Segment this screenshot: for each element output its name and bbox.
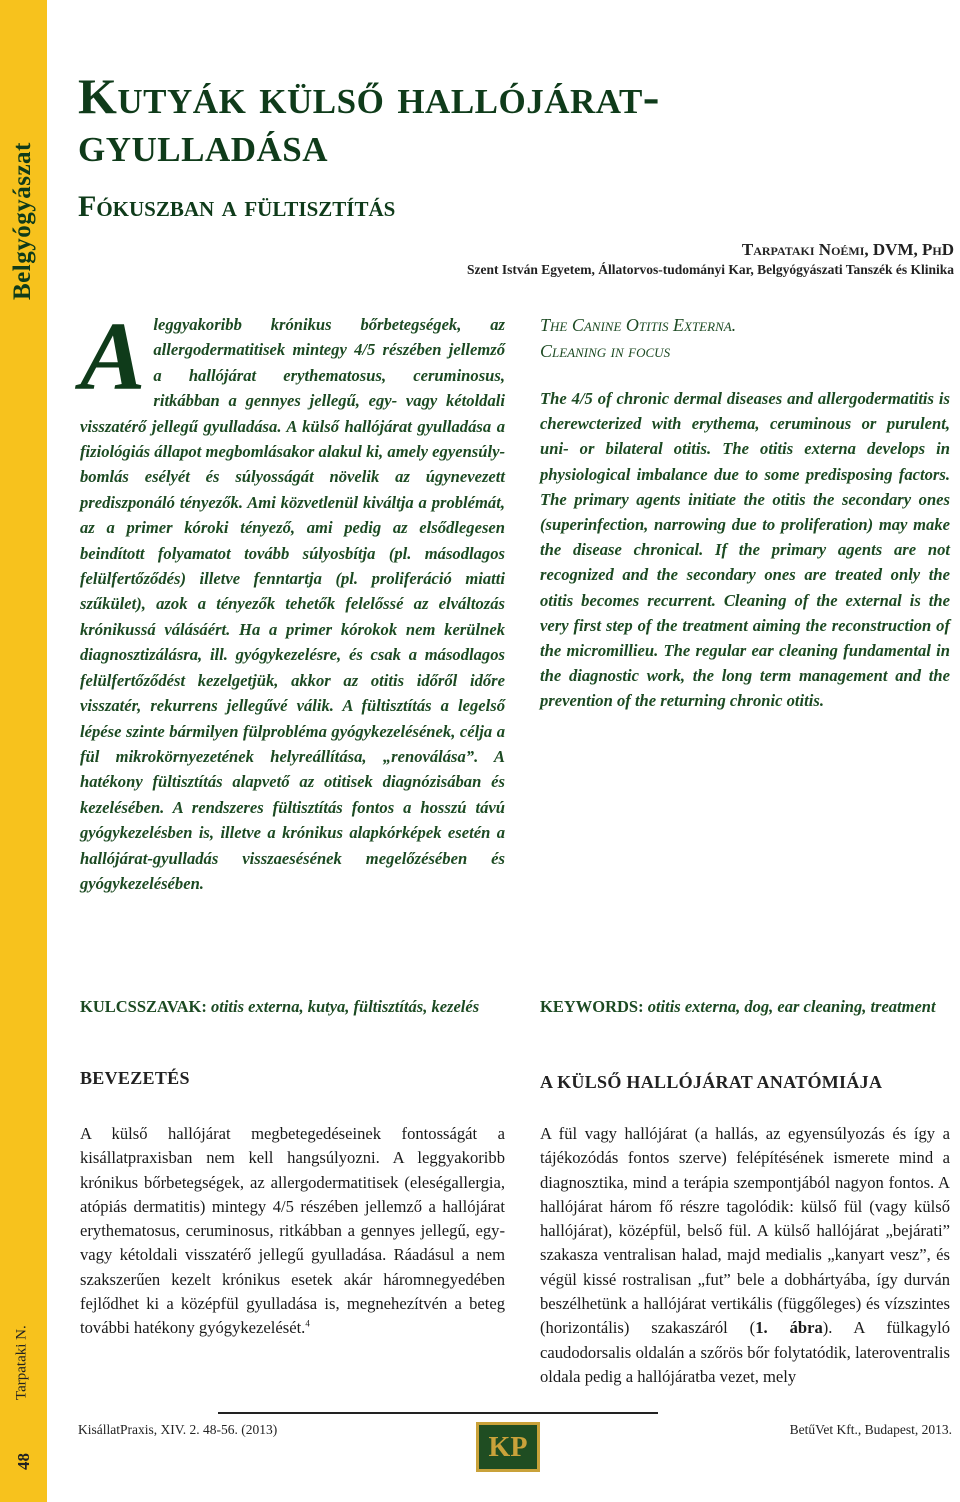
- keywords-en-value: otitis externa, dog, ear cleaning, treatment: [647, 997, 936, 1016]
- introduction-body: A külső hallójárat megbetegedéseinek fontosságát a kisállatpraxisban nem kell hangsúlyozni. A leggyakoribb krónikus bőrbetegségek, az allergodermatitisek (eleségallergia, atópiás dermatitis) mintegy 4/5 részében jellemző a hallójárat erythematosus, ceruminosus, ritkábban a gennyes jellegű, egy- vagy kétoldali visszatérő jellegű gyulladása. Ráadásul a nem szakszerűen kezelt krónikus esetek akár háromnegyedében fejlődhet ki a középfül gyulladása is, megnehezítvén a beteg további hatékony gyógykezelését.: [80, 1124, 505, 1338]
- article-subtitle: Fókuszban a fültisztítás: [78, 190, 396, 223]
- kp-logo-icon: [486, 1427, 530, 1467]
- publisher-credit: BetűVet Kft., Budapest, 2013.: [789, 1422, 952, 1437]
- anatomy-body-b: ). A fülkagyló caudodorsalis oldalán a szőrös bőr folytatódik, lateroventralis oldala pedig a hallójáratba vezet, mely: [540, 1318, 951, 1386]
- title-line-2: gyulladása: [78, 116, 329, 172]
- footer-rule: [218, 1412, 658, 1414]
- title-line-1: Kutyák külső hallójárat-: [78, 68, 660, 124]
- page-number: 48: [14, 1453, 33, 1470]
- figure-reference: 1. ábra: [755, 1318, 823, 1338]
- author-name: Tarpataki Noémi, DVM, PhD: [741, 240, 954, 259]
- section-heading-anatomy: A KÜLSŐ HALLÓJÁRAT ANATÓMIÁJA: [540, 1072, 883, 1092]
- article-title: [78, 68, 938, 172]
- logo-text: KP: [488, 1432, 528, 1463]
- author-affiliation: Szent István Egyetem, Állatorvos-tudományi Kar, Belgyógyászati Tanszék és Klinika: [466, 262, 954, 277]
- reference-marker: 4: [305, 1318, 310, 1329]
- keywords-english: [540, 994, 950, 1019]
- keywords-hu-label: KULCSSZAVAK:: [80, 997, 207, 1016]
- english-title: [540, 312, 950, 364]
- running-author: Tarpataki N.: [13, 1325, 30, 1400]
- keywords-hu-value: otitis externa, kutya, fültisztítás, kezelés: [210, 997, 480, 1016]
- abstract-hungarian: [80, 303, 505, 896]
- abstract-english: The 4/5 of chronic dermal diseases and allergodermatitis is cherewcterized with erythema, ceruminous or purulent, uni- or bilateral otitis. The otitis externa develops in physiological imbalance due to some predisposing factors. The primary agents initiate the otitis the secondary ones (superinfection, narrowing due to proliferation) may make the disease chronical. If the primary agents are not recognized and the secondary ones are treated only the otitis becomes recurrent. Cleaning of the external is the very first step of the treatment aiming the reconstruction of the micromillieu. The regular ear cleaning fundamental in the diagnostic work, the long term management and the prevention of the returning chronic otitis.: [540, 389, 950, 711]
- keywords-en-label: KEYWORDS:: [540, 997, 644, 1016]
- anatomy-body-a: A fül vagy hallójárat (a hallás, az egyensúlyozás és így a tájékozódás fontos szerve) felépítésének ismerete mind a diagnosztika, mind a terápia szempontjából nagyon fontos. A hallójárat három fő részre tagolódik: külső fül (vagy külső hallójárat), középfül, belső fül. A külső hallójárat „bejárati” szakasza ventralisan halad, majd medialis „kanyart vesz”, és végül kissé rostralisan „fut” bele a dobhártyába, így durván beszélhetünk a hallójárat vertikális (függőleges) és vízszintes (horizontális) szakaszáról (: [540, 1124, 950, 1338]
- journal-citation: KisállatPraxis, XIV. 2. 48-56. (2013): [78, 1422, 278, 1437]
- english-title-line-1: The Canine Otitis Externa.: [540, 315, 737, 335]
- abstract-hu-text: leggyakoribb krónikus bőrbetegségek, az allergodermatitisek mintegy 4/5 részében jellemző a hallójárat erythematosus, ceruminosus, ritkábban a gennyes jellegű, egy- vagy kétoldali visszatérő jellegű gyulladása. A külső hallójárat gyulladása a fiziológiás állapot megbomlásakor alakul ki, amely egyensúly-bomlás esélyét és súlyosságát növelik az úgynevezett prediszponáló tényezők. Ami közvetlenül kiváltja a problémát, az a primer kóroki tényező, ami pedig az elsődlegesen beindított folyamatot tovább súlyosbítja (pl. másodlagos felülfertőződés) illetve fenntartja (pl. proliferáció miatti szűkület), azok a tényezők tehetők felelőssé az elváltozás krónikussá válásáért. Ha a primer kórokok nem kerülnek diagnosztizálásra, ill. gyógykezelésre, és csak a másodlagos felülfertőződést kezelgetjük, akkor az otitis időről időre visszatér, rekurrens jellegűvé válik. A fültisztítás a legelső lépése szinte bármilyen fülprobléma gyógykezelésének, célja a fül mikrokörnyezetének helyreállítása, „renoválása”. A hatékony fültisztítás alapvető az otitisek diagnózisában és kezelésében. A rendszeres fültisztítás fontos a hosszú távú gyógykezelésben is, illetve a krónikus alapkórképek esetén a hallójárat-gyulladás visszaesésének megelőzésében és gyógykezelésében.: [80, 315, 505, 893]
- drop-cap: A: [80, 303, 146, 411]
- english-title-line-2: Cleaning in focus: [540, 341, 671, 361]
- publisher-logo: [476, 1422, 540, 1472]
- section-heading-introduction: BEVEZETÉS: [80, 1068, 190, 1088]
- introduction-text: [80, 1122, 505, 1341]
- side-band: [0, 0, 47, 1502]
- section-label: Belgyógyászat: [9, 142, 36, 300]
- keywords-hungarian: [80, 994, 505, 1019]
- anatomy-text: [540, 1122, 950, 1389]
